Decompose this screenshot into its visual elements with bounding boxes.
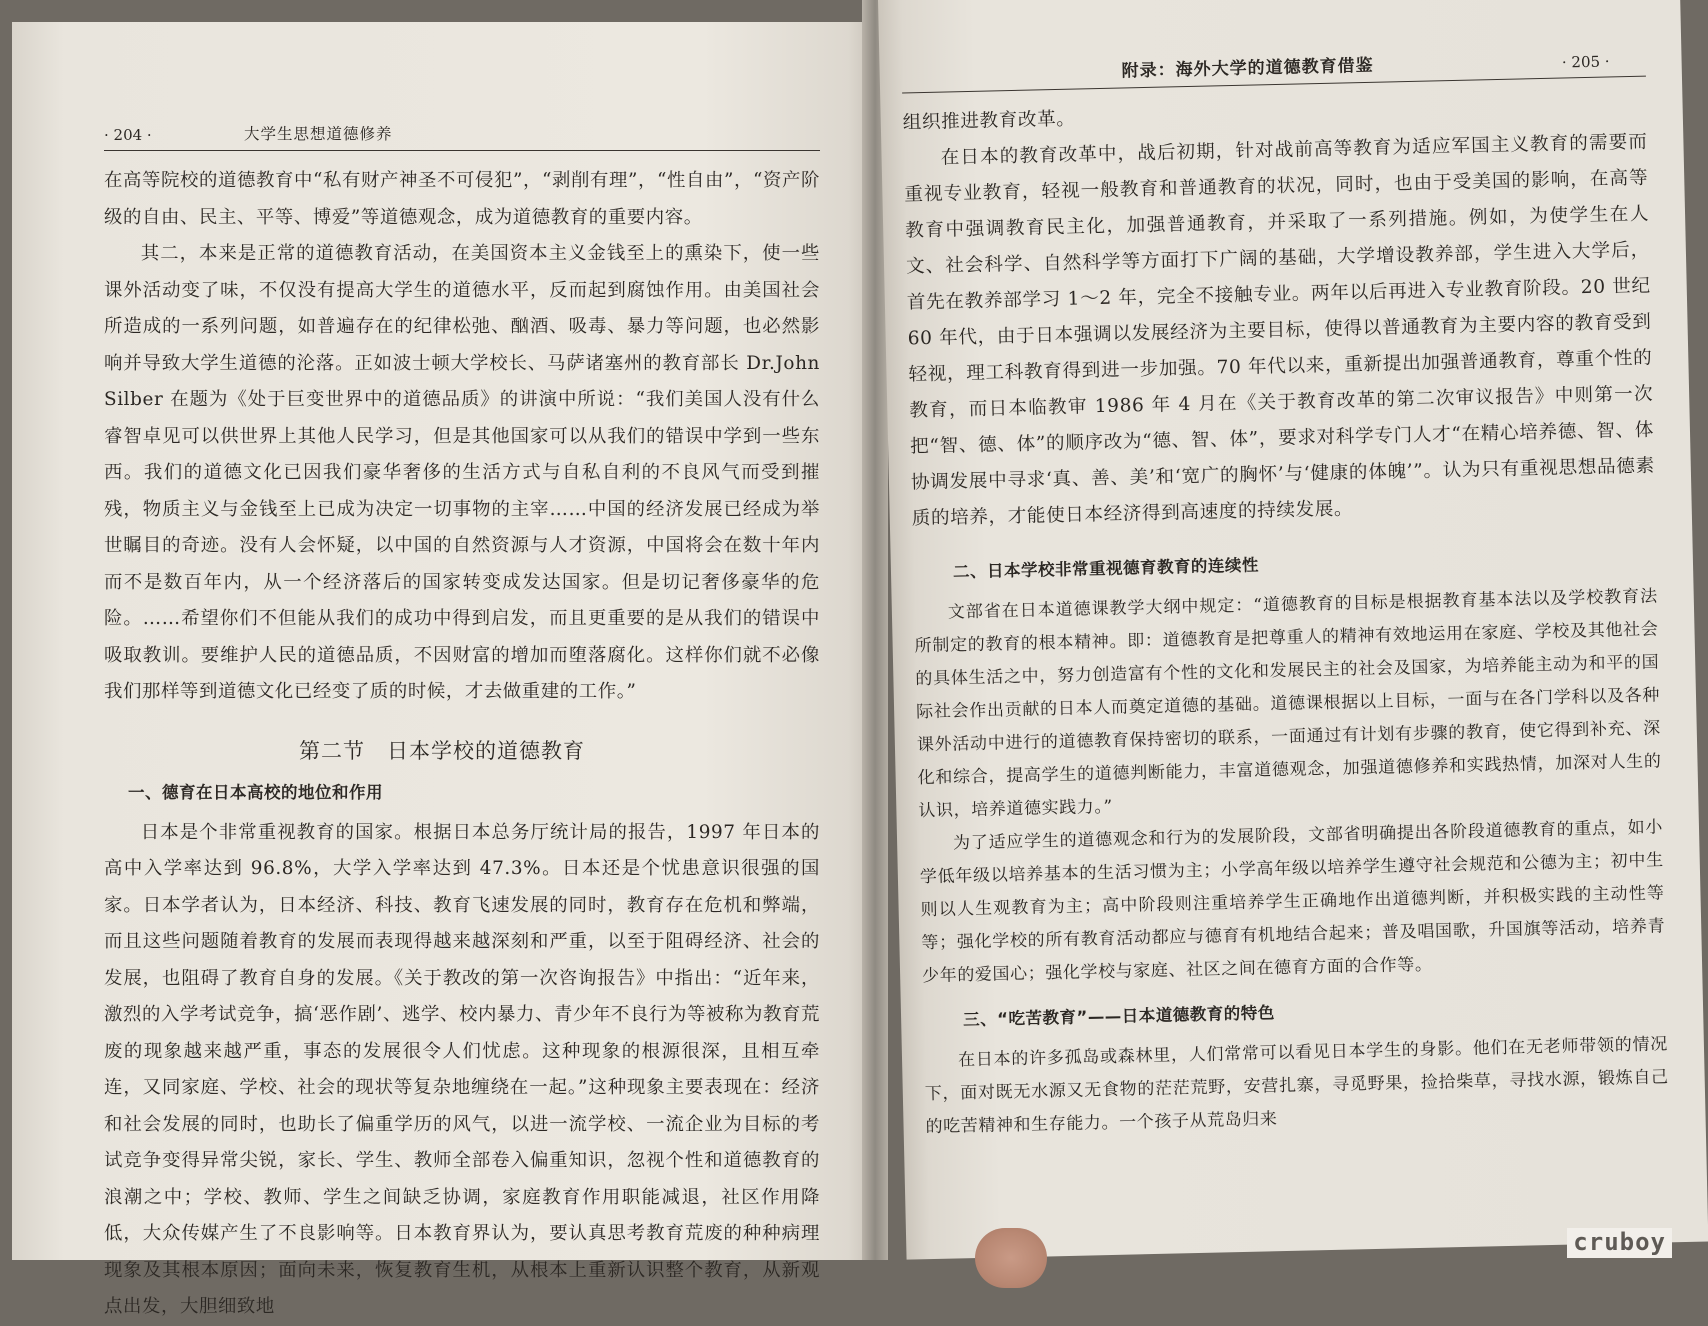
subsection-title-1: 一、德育在日本高校的地位和作用 xyxy=(128,782,383,802)
right-page-header xyxy=(901,45,1646,94)
right-running-title: 附录：海外大学的道德教育借鉴 xyxy=(1121,55,1374,82)
watermark: cruboy xyxy=(1567,1228,1672,1258)
left-paragraph-2: 其二，本来是正常的道德教育活动，在美国资本主义金钱至上的熏染下，使一些课外活动变了味，不仅没有提高大学生的道德水平，反而起到腐蚀作用。由美国社会所造成的一系列问题，如普遍存在的纪律松弛、酗酒、吸毒、暴力等问题，也必然影响并导致大学生道德的沦落。正如波士顿大学校长、马萨诸塞州的教育部长 Dr.John Silber 在题为《处于巨变世界中的道德品质》的讲演中所说：“我们美国人没有什么睿智卓见可以供世界上其他人民学习，但是其他国家可以从我们的错误中学到一些东西。我们的道德文化已因我们豪华奢侈的生活方式与自私自利的不良风气而受到摧残，物质主义与金钱至上已成为决定一切事物的主宰……中国的经济发展已经成为举世瞩目的奇迹。没有人会怀疑，以中国的自然资源与人才资源，中国将会在数十年内而不是数百年内，从一个经济落后的国家转变成发达国家。但是切记奢侈豪华的危险。……希望你们不但能从我们的成功中得到启发，而且更重要的是从我们的错误中吸取教训。要维护人民的道德品质，不因财富的增加而堕落腐化。这样你们就不必像我们那样等到道德文化已经变了质的时候，才去做重建的工作。” xyxy=(104,243,820,702)
subsection-title-3: 三、“吃苦教育”——日本道德教育的特色 xyxy=(962,1003,1275,1030)
left-running-title: 大学生思想道德修养 xyxy=(244,125,393,143)
right-paragraph-3: 文部省在日本道德课教学大纲中规定：“道德教育的目标是根据教育基本法以及学校教育法所制定的教育的根本精神。即：道德教育是把尊重人的精神有效地运用在家庭、学校及其他社会的具体生活之中，努力创造富有个性的文化和发展民主的社会及国家，为培养能主动为和平的国际社会作出贡献的日本人而奠定道德的基础。道德课根据以上目标，一面与在各门学科以及各种课外活动中进行的道德教育保持密切的联系，一面通过有计划有步骤的教育，使它得到补充、深化和综合，提高学生的道德判断能力，丰富道德观念，加强道德修养和实践热情，加深对人生的认识，培养道德实践力。” xyxy=(914,586,1662,822)
left-page-header xyxy=(104,122,820,151)
left-paragraph-3: 日本是个非常重视教育的国家。根据日本总务厅统计局的报告，1997 年日本的高中入学率达到 96.8%，大学入学率达到 47.3%。日本还是个忧患意识很强的国家。日本学者认为，日本经济、科技、教育飞速发展的同时，教育存在危机和弊端，而且这些问题随着教育的发展而表现得越来越深刻和严重，以至于阻碍经济、社会的发展，也阻碍了教育自身的发展。《关于教改的第一次咨询报告》中指出：“近年来，激烈的入学考试竞争，搞‘恶作剧’、逃学、校内暴力、青少年不良行为等被称为教育荒废的现象越来越严重，事态的发展很令人们忧虑。这种现象的根源很深，且相互牵连，又同家庭、学校、社会的现状等复杂地缠绕在一起。”这种现象主要表现在：经济和社会发展的同时，也助长了偏重学历的风气，以进一流学校、一流企业为目标的考试竞争变得异常尖锐，家长、学生、教师全部卷入偏重知识，忽视个性和道德教育的浪潮之中；学校、教师、学生之间缺乏协调，家庭教育作用职能减退，社区作用降低，大众传媒产生了不良影响等。日本教育界认为，要认真思考教育荒废的种种病理现象及其根本原因；面向未来，恢复教育生机，从根本上重新认识整个教育，从新观点出发，大胆细致地 xyxy=(104,821,820,1317)
left-page-number: · 204 · xyxy=(104,126,152,144)
thumb xyxy=(975,1228,1047,1288)
right-page-number: · 205 · xyxy=(1561,52,1610,72)
right-paragraph-1: 组织推进教育改革。 xyxy=(902,108,1076,134)
section-title: 第二节 日本学校的道德教育 xyxy=(299,738,585,763)
left-paragraph-1: 在高等院校的道德教育中“私有财产神圣不可侵犯”，“剥削有理”，“性自由”，“资产阶级的自由、民主、平等、博爱”等道德观念，成为道德教育的重要内容。 xyxy=(104,170,820,228)
right-paragraph-4: 为了适应学生的道德观念和行为的发展阶段，文部省明确提出各阶段道德教育的重点，如小学低年级以培养基本的生活习惯为主；小学高年级以培养学生遵守社会规范和公德为主；初中生则以人生观教育为主；高中阶段则注重培养学生正确地作出道德判断，并积极实践的主动性等等；强化学校的所有教育活动都应与德育有机地结合起来；普及唱国歌，升国旗等活动，培养青少年的爱国心；强化学校与家庭、社区之间在德育方面的合作等。 xyxy=(919,817,1666,987)
right-paragraph-5: 在日本的许多孤岛或森林里，人们常常可以看见日本学生的身影。他们在无老师带领的情况下，面对既无水源又无食物的茫茫荒野，安营扎寨，寻觅野果，捡拾柴草，寻找水源，锻炼自己的吃苦精神和生存能力。一个孩子从荒岛归来 xyxy=(924,1034,1669,1138)
left-page xyxy=(12,22,874,1317)
right-paragraph-2: 在日本的教育改革中，战后初期，针对战前高等教育为适应军国主义教育的需要而重视专业教育，轻视一般教育和普通教育的状况，同时，也由于受美国的影响，在高等教育中强调教育民主化，加强普通教育，并采取了一系列措施。例如，为使学生在人文、社会科学、自然科学等方面打下广阔的基础，大学增设教养部，学生进入大学后，首先在教养部学习 1～2 年，完全不接触专业。两年以后再进入专业教育阶段。20 世纪 60 年代，由于日本强调以发展经济为主要目标，使得以普通教育为主要内容的教育受到轻视，理工科教育得到进一步加强。70 年代以来，重新提出加强普通教育，尊重个性的教育，而日本临教审 1986 年 4 月在《关于教育改革的第二次审议报告》中则第一次把“智、德、体”的顺序改为“德、智、体”，要求对科学专门人才“在精心培养德、智、体协调发展中寻求‘真、善、美’和‘宽广的胸怀’与‘健康的体魄’”。认为只有重视思想品德素质的培养，才能使日本经济得到高速度的持续发展。 xyxy=(904,131,1656,530)
subsection-title-2: 二、日本学校非常重视德育教育的连续性 xyxy=(952,555,1260,582)
right-page xyxy=(878,0,1708,1260)
